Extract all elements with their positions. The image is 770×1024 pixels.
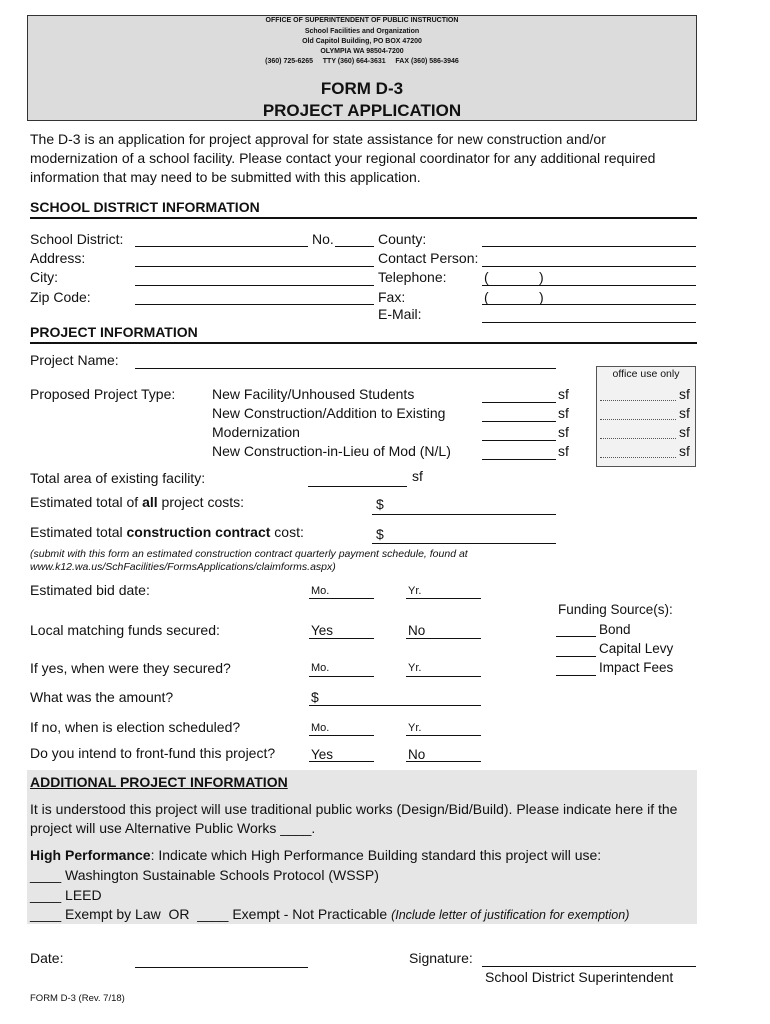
project-name-field[interactable] (135, 368, 556, 369)
est-total-label: Estimated total of all project costs: (30, 494, 245, 510)
amount-dollar: $ (311, 689, 319, 705)
local-funds-label: Local matching funds secured: (30, 622, 220, 638)
form-number: FORM D-3 (320, 79, 404, 98)
total-area-label: Total area of existing facility: (30, 470, 206, 486)
office-sf-unit: sf (679, 424, 690, 440)
telephone-field[interactable] (482, 285, 696, 286)
district-no-field[interactable] (335, 246, 374, 247)
office-sf-unit: sf (679, 386, 690, 402)
signature-field[interactable] (482, 966, 696, 967)
contact-field[interactable] (482, 266, 696, 267)
bond-field[interactable] (556, 636, 596, 637)
sf-unit: sf (558, 405, 569, 421)
leed-option[interactable]: ____ LEED (30, 887, 102, 903)
form-title: PROJECT APPLICATION (262, 101, 462, 120)
district-no-label: No. (312, 231, 334, 247)
form-footer: FORM D-3 (Rev. 7/18) (30, 993, 125, 1004)
total-area-unit: sf (412, 468, 423, 484)
division-name: School Facilities and Organization (304, 28, 420, 35)
front-fund-no-field[interactable] (406, 761, 481, 762)
front-fund-yes: Yes (311, 747, 334, 762)
est-contract-dollar: $ (376, 526, 384, 542)
election-year-field[interactable] (406, 735, 481, 736)
sf-unit: sf (558, 386, 569, 402)
amount-label: What was the amount? (30, 689, 174, 705)
secured-month-label: Mo. (311, 662, 330, 674)
office-sf-field (600, 400, 676, 401)
office-sf-unit: sf (679, 405, 690, 421)
email-label: E-Mail: (378, 306, 422, 322)
additional-section-heading: ADDITIONAL PROJECT INFORMATION (30, 774, 288, 790)
capital-levy-field[interactable] (556, 656, 596, 657)
telephone-label: Telephone: (378, 269, 447, 285)
secured-year-field[interactable] (406, 676, 481, 677)
address-field[interactable] (135, 266, 374, 267)
city-field[interactable] (135, 285, 374, 286)
office-sf-field (600, 457, 676, 458)
type-1-sf-field[interactable] (482, 402, 556, 403)
address-line-2: OLYMPIA WA 98504-7200 (320, 48, 404, 55)
date-field[interactable] (135, 967, 308, 968)
project-type-1: New Facility/Unhoused Students (212, 386, 415, 402)
secured-month-field[interactable] (309, 676, 374, 677)
office-use-label: office use only (612, 368, 680, 380)
funding-bond: Bond (599, 622, 631, 637)
est-total-field[interactable] (372, 514, 556, 515)
election-month-field[interactable] (309, 735, 374, 736)
local-funds-no: No (408, 623, 426, 638)
date-label: Date: (30, 950, 64, 966)
amount-field[interactable] (309, 705, 481, 706)
fax-paren-open: ( (484, 289, 489, 305)
impact-fees-field[interactable] (556, 675, 596, 676)
funding-sources-title: Funding Source(s): (558, 602, 673, 617)
fax-paren-close: ) (539, 289, 544, 305)
section-rule (30, 342, 697, 344)
public-works-text: It is understood this project will use traditional public works (Design/Bid/Build). Please indicate here if the project will use Alternative Public Works ____. (30, 801, 678, 836)
election-month-label: Mo. (311, 722, 330, 734)
project-name-label: Project Name: (30, 352, 119, 368)
type-2-sf-field[interactable] (482, 421, 556, 422)
address-line-1: Old Capitol Building, PO BOX 47200 (302, 38, 422, 45)
bid-month-label: Mo. (311, 585, 330, 597)
est-contract-field[interactable] (372, 543, 556, 544)
school-district-field[interactable] (135, 246, 308, 247)
county-field[interactable] (482, 246, 696, 247)
secured-year-label: Yr. (408, 662, 422, 674)
form-header (27, 15, 697, 121)
sf-unit: sf (558, 443, 569, 459)
zip-label: Zip Code: (30, 289, 91, 305)
funding-capital-levy: Capital Levy (599, 641, 674, 656)
telephone-paren-open: ( (484, 269, 489, 285)
project-type-4: New Construction-in-Lieu of Mod (N/L) (212, 443, 451, 459)
project-type-label: Proposed Project Type: (30, 386, 176, 402)
signature-label: Signature: (409, 950, 473, 966)
fax-field[interactable] (482, 304, 696, 305)
est-total-dollar: $ (376, 496, 384, 512)
county-label: County: (378, 231, 427, 247)
exempt-option[interactable]: ____ Exempt by Law OR ____ Exempt - Not Practicable (Include letter of justification for exemption) (30, 906, 630, 922)
when-secured-label: If yes, when were they secured? (30, 660, 231, 676)
total-area-field[interactable] (308, 486, 407, 487)
zip-field[interactable] (135, 304, 374, 305)
intro-text: The D-3 is an application for project approval for state assistance for new construction and/or modernization of a school facility. Please contact your regional coordinator for any additional required information that may need to be submitted with this application. (30, 131, 656, 185)
contact-label: Contact Person: (378, 250, 479, 266)
local-funds-yes-field[interactable] (309, 638, 374, 639)
address-label: Address: (30, 250, 86, 266)
wssp-option[interactable]: ____ Washington Sustainable Schools Protocol (WSSP) (30, 867, 379, 883)
election-year-label: Yr. (408, 722, 422, 734)
office-name: OFFICE OF SUPERINTENDENT OF PUBLIC INSTRUCTION (265, 17, 459, 24)
payment-schedule-note: (submit with this form an estimated construction contract quarterly payment schedule, found at www.k12.wa.us/SchFacilities/FormsApplications/claimforms.aspx) (30, 548, 468, 573)
district-section-heading: SCHOOL DISTRICT INFORMATION (30, 199, 260, 215)
front-fund-yes-field[interactable] (309, 761, 374, 762)
office-sf-field (600, 419, 676, 420)
office-sf-field (600, 438, 676, 439)
project-type-3: Modernization (212, 424, 300, 440)
local-funds-no-field[interactable] (406, 638, 481, 639)
front-fund-no: No (408, 747, 426, 762)
funding-impact-fees: Impact Fees (599, 660, 674, 675)
bid-month-field[interactable] (309, 598, 374, 599)
type-3-sf-field[interactable] (482, 440, 556, 441)
superintendent-title: School District Superintendent (485, 969, 674, 985)
project-type-2: New Construction/Addition to Existing (212, 405, 446, 421)
fax-label: Fax: (378, 289, 406, 305)
bid-year-label: Yr. (408, 585, 422, 597)
type-4-sf-field[interactable] (482, 459, 556, 460)
local-funds-yes: Yes (311, 623, 334, 638)
front-fund-label: Do you intend to front-fund this project? (30, 745, 276, 761)
email-field[interactable] (482, 322, 696, 323)
bid-date-label: Estimated bid date: (30, 582, 150, 598)
bid-year-field[interactable] (406, 598, 481, 599)
office-sf-unit: sf (679, 443, 690, 459)
school-district-label: School District: (30, 231, 124, 247)
section-rule (30, 217, 697, 219)
est-contract-label: Estimated total construction contract cost: (30, 524, 304, 540)
election-label: If no, when is election scheduled? (30, 719, 241, 735)
phone-line: (360) 725-6265 TTY (360) 664-3631 FAX (360) 586-3946 (265, 58, 459, 65)
sf-unit: sf (558, 424, 569, 440)
city-label: City: (30, 269, 58, 285)
telephone-paren-close: ) (539, 269, 544, 285)
project-section-heading: PROJECT INFORMATION (30, 324, 198, 340)
high-performance-text: High Performance: Indicate which High Performance Building standard this project will use: (30, 847, 602, 863)
